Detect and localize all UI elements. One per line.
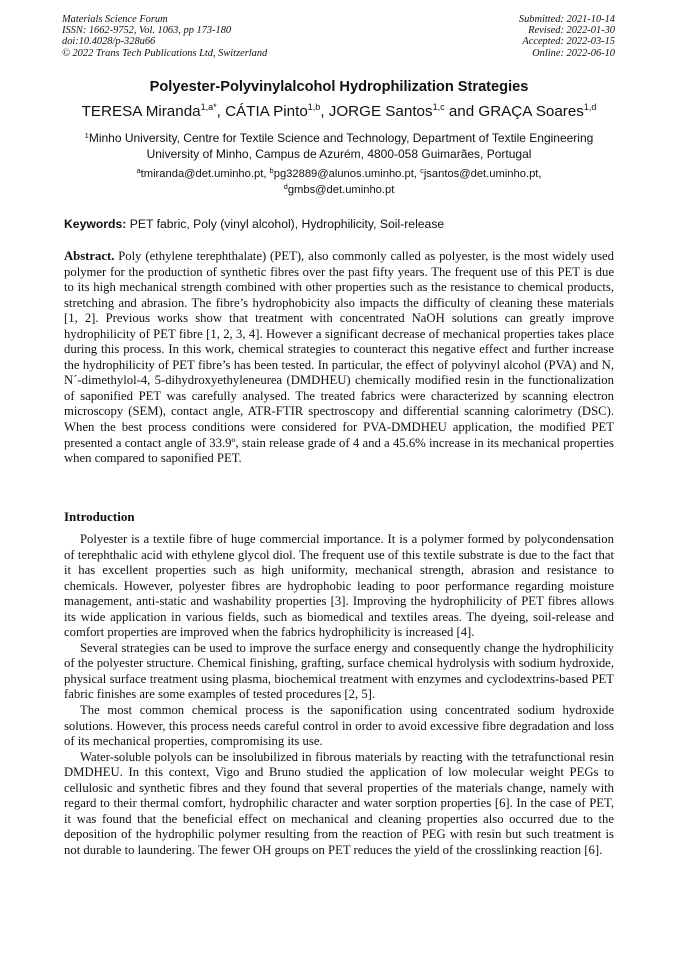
paper-title: Polyester-Polyvinylalcohol Hydrophilization Strategies xyxy=(149,79,529,95)
paragraph: The most common chemical process is the saponification using concentrated sodium hydroxide solutions. However, this process needs careful control in order to avoid excessive fibre degradation and loss of its mechanical properties, compromising its use. xyxy=(64,703,614,749)
email-link[interactable]: $^b$pg32889@alunos.uminho.pt xyxy=(269,166,414,180)
journal-doi: doi:10.4028/p-328u66 xyxy=(62,36,156,48)
email-link[interactable]: $^a$tmiranda@det.uminho.pt xyxy=(136,166,264,180)
paragraph: Several strategies can be used to improve the surface energy and consequently change the hydrophilicity of the polyester structure. Chemical finishing, grafting, surface chemical hydrolysis with sodium hydroxide, physical surface treatment using plasma, biochemical treatment with enzymes and cyclodextrins-based PET fabric finishes are some examples of tested procedures [2, 5]. xyxy=(64,640,614,702)
email-link[interactable]: $^d$gmbs@det.uminho.pt xyxy=(283,181,395,196)
date-submitted: Submitted: 2021-10-14 xyxy=(518,14,615,25)
author-list xyxy=(0,103,678,120)
introduction-heading: Introduction xyxy=(64,509,135,524)
affiliation: $^1$Minho University, Centre for Textile Science and Technology, Department of Textile Engineering University of Minho, Campus de Azurém, 4800-058 Guimarães, Portugal xyxy=(84,131,594,161)
author: TERESA Miranda$^{1,a*}$, xyxy=(81,102,226,120)
keywords xyxy=(64,217,616,231)
journal-name: Materials Science Forum xyxy=(62,14,168,25)
author: CÁTIA Pinto$^{1,b}$, xyxy=(225,102,329,120)
author-emails: $^a$tmiranda@det.uminho.pt, $^b$pg32889@alunos.uminho.pt, $^c$jsantos@det.uminho.pt, $^d$gmbs@det.uminho.pt xyxy=(136,166,542,196)
paragraph: Water-soluble polyols can be insolubilized in fibrous materials by reacting with the tetrafunctional resin DMDHEU. In this context, Vigo and Bruno studied the application of low molecular weight PEGs to cellulosic and synthetic fibres and they found that several properties of the materials change, namely with regard to their thermal comfort, hydrophilic character and water sorption properties [6]. In the case of PET, it was found that the beneficial effect on mechanical and cleaning properties also occurred due to the deposition of the hydrophilic polymer resulting from the reaction of PEG with resin but such treatment is not durable to laundering. The fewer OH groups on PET reduces the yield of the crosslinking reaction [6]. xyxy=(64,749,614,857)
keywords-label: Keywords: xyxy=(64,217,127,231)
journal-copyright: © 2022 Trans Tech Publications Ltd, Switzerland xyxy=(62,47,268,59)
journal-issn: ISSN: 1662-9752, Vol. 1063, pp 173-180 xyxy=(62,25,232,37)
abstract xyxy=(64,249,614,467)
keywords-text: PET fabric, Poly (vinyl alcohol), Hydrophilicity, Soil-release xyxy=(126,217,445,231)
author: JORGE Santos$^{1,c}$ and xyxy=(328,102,479,120)
abstract-text: Poly (ethylene terephthalate) (PET), also commonly called as polyester, is the most widely used polymer for the production of synthetic fibres over the past fifty years. The frequent use of this PET is due to its high mechanical strength combined with other properties such as the resistance to chemical products, stretching and abrasion. The fibre’s hydrophobicity also impacts the difficulty of cleaning these materials [1, 2]. Previous works show that treatment with concentrated NaOH solutions can greatly improve hydrophilicity of PET fibre [1, 2, 3, 4]. However a significant decrease of mechanical properties takes place during this process. In this work, chemical strategies to counteract this negative effect and further increase the hydrophilicity of PET fibre’s has been tested. In particular, the effect of polyvinyl alcohol (PVA) and N, N´-dimethylol-4, 5-dihydroxyethyleneurea (DMDHEU) chemically modified resin in the functionalization of saponified PET was carefully analysed. The treated fabrics were characterized by scanning electron microscopy (SEM), contact angle, ATR-FTIR spectroscopy and differential scanning calorimetry (DSC). When the best process conditions were considered for PVA-DMDHEU application, the modified PET presented a contact angle of 33.9º, stain release grade of 4 and a 45.6% increase in its mechanical properties when compared to saponified PET. xyxy=(64,249,614,466)
introduction-body xyxy=(64,532,614,858)
date-online: Online: 2022-06-10 xyxy=(532,47,615,59)
journal-info xyxy=(62,14,267,59)
email-link[interactable]: $^c$jsantos@det.uminho.pt xyxy=(420,166,539,180)
paragraph: Polyester is a textile fibre of huge commercial importance. It is a polymer formed by polycondensation of terephthalic acid with ethylene glycol diol. The frequent use of this textile substrate is due to the fact that it has excellent properties such as high uniformity, mechanical strength, abrasion and resistance to chemicals. However, polyester fibres are hydrophobic leading to poor performance regarding moisture management, anti-static and washability properties [3]. Improving the hydrophilicity of PET fibres allows its wide application in various fields, such as biomedical and textiles areas. The dyeing, soil-release and comfort properties are improved when the fabrics hydrophilicity is increased [4]. xyxy=(64,532,614,640)
author: GRAÇA Soares$^{1,d}$ xyxy=(478,102,597,120)
publication-dates xyxy=(519,14,615,59)
date-revised: Revised: 2022-01-30 xyxy=(528,25,615,37)
date-accepted: Accepted: 2022-03-15 xyxy=(522,36,615,48)
abstract-label: Abstract. xyxy=(64,249,115,263)
